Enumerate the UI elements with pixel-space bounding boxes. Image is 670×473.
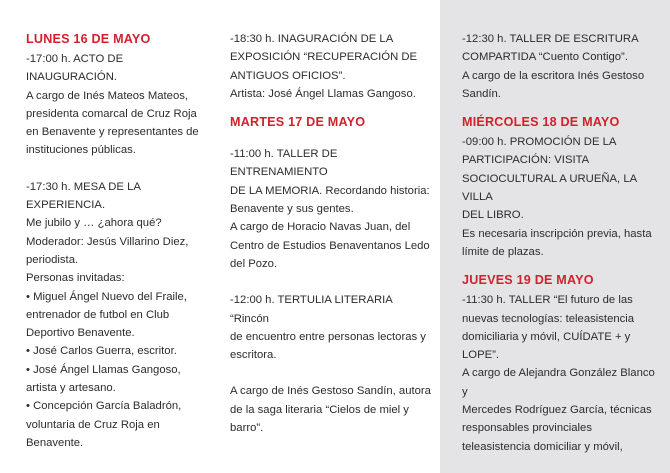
text-line: Centro de Estudios Benaventanos Ledo xyxy=(230,239,430,252)
text-line: COMPARTIDA “Cuento Contigo”. xyxy=(462,51,628,64)
text-line: -17:00 h. ACTO DE xyxy=(26,53,124,65)
event-literary-gathering xyxy=(230,291,432,364)
text-line: periodista. xyxy=(26,253,79,266)
text-line: de encuentro entre personas lectoras y xyxy=(230,330,426,343)
text-line: -17:30 h. MESA DE LA EXPERIENCIA. xyxy=(26,180,141,212)
text-line: SOCIOCULTURAL A URUEÑA, LA VILLA xyxy=(462,172,637,204)
text-line: límite de plazas. xyxy=(462,245,544,258)
text-line: -11:30 h. TALLER “El futuro de las xyxy=(462,294,633,307)
text-line: Personas invitadas: xyxy=(26,272,125,285)
column-monday xyxy=(0,0,218,473)
text-line: ANTIGUOS OFICIOS”. xyxy=(230,69,346,82)
text-line: domiciliaria y móvil, CUÍDATE + y xyxy=(462,330,631,343)
day-heading-monday: LUNES 16 DE MAYO xyxy=(26,32,151,46)
text-line: entrenador de futbol en Club xyxy=(26,308,170,321)
text-line: PARTICIPACIÓN: VISITA xyxy=(462,154,590,167)
text-line: Benavente. xyxy=(26,436,84,449)
text-line: -09:00 h. PROMOCIÓN DE LA xyxy=(462,136,617,149)
text-line: DE LA MEMORIA. Recordando historia: xyxy=(230,184,430,197)
text-line: en Benavente y representantes de xyxy=(26,126,199,139)
text-line: • José Carlos Guerra, escritor. xyxy=(26,345,177,358)
text-line: barro”. xyxy=(230,422,264,435)
event-literary-host xyxy=(230,382,432,437)
day-heading-thursday: JUEVES 19 DE MAYO xyxy=(462,273,594,288)
text-line: de la saga literaria “Cielos de miel y xyxy=(230,403,409,416)
text-line: Deportivo Benavente. xyxy=(26,327,135,340)
event-memory-workshop xyxy=(230,145,432,273)
text-line: Es necesaria inscripción previa, hasta xyxy=(462,227,652,240)
text-line: -18:30 h. INAGURACIÓN DE LA xyxy=(230,33,394,45)
event-exhibition xyxy=(230,30,432,103)
text-line: escritora. xyxy=(230,349,277,362)
text-line: responsables provinciales xyxy=(462,422,592,435)
text-line: Mercedes Rodríguez García, técnicas xyxy=(462,404,652,417)
column-tuesday xyxy=(218,0,440,473)
text-line: A cargo de la escritora Inés Gestoso xyxy=(462,69,645,82)
event-urueña-visit xyxy=(462,133,662,261)
day-heading-wednesday: MIÉRCOLES 18 DE MAYO xyxy=(462,115,620,130)
text-line: artista y artesano. xyxy=(26,382,116,395)
text-line: • Miguel Ángel Nuevo del Fraile, xyxy=(26,290,187,303)
text-line: -12:30 h. TALLER DE ESCRITURA xyxy=(462,33,639,45)
text-line: Sandín. xyxy=(462,87,501,100)
text-line: voluntaria de Cruz Roja en xyxy=(26,418,160,431)
column-wednesday-thursday xyxy=(440,0,670,473)
text-line: presidenta comarcal de Cruz Roja xyxy=(26,107,197,120)
text-line: del Pozo. xyxy=(230,257,278,270)
text-line: teleasistencia domiciliar y móvil, xyxy=(462,440,623,453)
event-technology-workshop xyxy=(462,291,662,456)
event-writing-workshop xyxy=(462,30,662,103)
event-experience-panel xyxy=(26,178,212,452)
text-line: Artista: José Ángel Llamas Gangoso. xyxy=(230,87,416,100)
text-line: INAUGURACIÓN. xyxy=(26,71,118,84)
text-line: Me jubilo y … ¿ahora qué? xyxy=(26,217,162,230)
text-line: -12:00 h. TERTULIA LITERARIA “Rincón xyxy=(230,294,393,325)
text-line: Moderador: Jesús Villarino Diez, xyxy=(26,235,189,248)
text-line: nuevas tecnologías: teleasistencia xyxy=(462,312,635,325)
text-line: LOPE”. xyxy=(462,349,500,362)
event-inauguration xyxy=(26,50,212,160)
text-line: EXPOSICIÓN “RECUPERACIÓN DE xyxy=(230,51,418,64)
text-line: instituciones públicas. xyxy=(26,144,136,157)
text-line: DEL LIBRO. xyxy=(462,209,524,222)
text-line: • José Ángel Llamas Gangoso, xyxy=(26,363,181,376)
text-line: A cargo de Horacio Navas Juan, del xyxy=(230,221,411,234)
text-line: Benavente y sus gentes. xyxy=(230,203,354,216)
text-line: • Concepción García Baladrón, xyxy=(26,400,182,413)
text-line: A cargo de Inés Gestoso Sandín, autora xyxy=(230,385,431,398)
text-line: -11:00 h. TALLER DE ENTRENAMIENTO xyxy=(230,148,338,179)
text-line: A cargo de Inés Mateos Mateos, xyxy=(26,89,189,102)
day-heading-tuesday: MARTES 17 DE MAYO xyxy=(230,115,366,130)
text-line: A cargo de Alejandra González Blanco y xyxy=(462,367,655,398)
